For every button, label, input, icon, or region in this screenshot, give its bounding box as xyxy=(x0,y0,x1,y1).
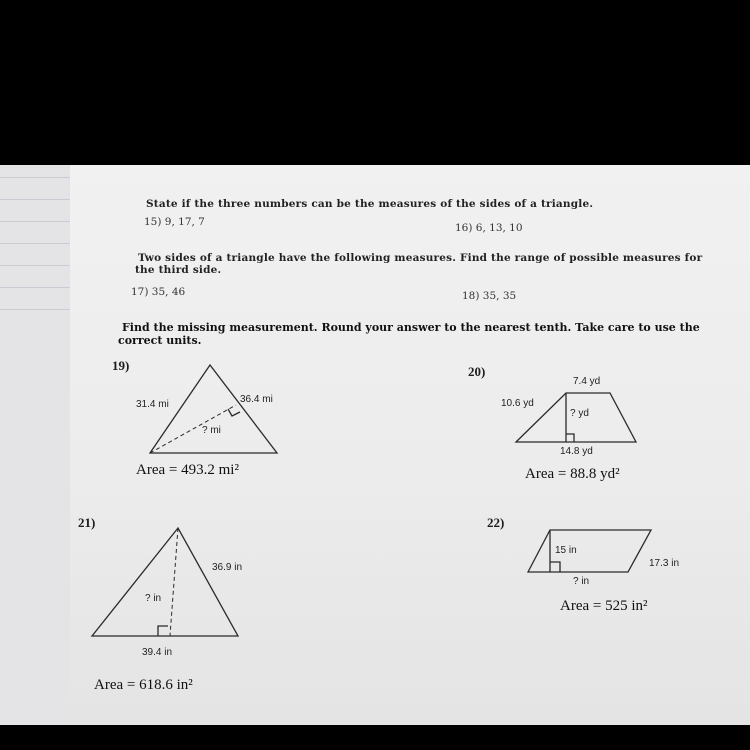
instruction-sides-check: State if the three numbers can be the measures of the sides of a triangle. xyxy=(146,198,594,210)
problem-22-side-label: 17.3 in xyxy=(649,558,680,569)
instruction-missing-line2: correct units. xyxy=(118,334,202,347)
question-16: 16) 6, 13, 10 xyxy=(455,222,523,234)
problem-20-area: Area = 88.8 yd² xyxy=(525,466,620,482)
problem-22-number: 22) xyxy=(487,515,505,530)
right-angle-marker xyxy=(550,562,560,572)
instruction-range-line1: Two sides of a triangle have the following measures. Find the range of possible measures for xyxy=(138,252,703,264)
problem-21-area: Area = 618.6 in² xyxy=(94,677,193,693)
problem-19-number: 19) xyxy=(112,358,130,373)
problem-22-base-label: ? in xyxy=(573,576,590,587)
question-18: 18) 35, 35 xyxy=(462,290,517,302)
problem-22-area: Area = 525 in² xyxy=(560,598,648,614)
problem-20-bottom-label: 14.8 yd xyxy=(560,446,593,457)
problem-19-area: Area = 493.2 mi² xyxy=(136,462,239,478)
instruction-range-line2: the third side. xyxy=(135,264,222,276)
problem-19-side-label-right: 36.4 mi xyxy=(240,394,273,405)
instruction-missing-line1: Find the missing measurement. Round your answer to the nearest tenth. Take care to use the xyxy=(122,321,700,334)
problem-20-left-label: 10.6 yd xyxy=(501,398,534,409)
problem-22-height-label: 15 in xyxy=(555,545,577,556)
problem-21-height-label: ? in xyxy=(145,593,162,604)
problem-21-number: 21) xyxy=(78,515,96,530)
question-15: 15) 9, 17, 7 xyxy=(144,216,205,228)
problem-21-base-label: 39.4 in xyxy=(142,647,173,658)
problem-21-side-label: 36.9 in xyxy=(212,562,243,573)
question-17: 17) 35, 46 xyxy=(131,286,186,298)
problem-19-height-label: ? mi xyxy=(202,425,221,436)
problem-19-side-label-left: 31.4 mi xyxy=(136,399,169,410)
parallelogram-outline xyxy=(528,530,651,572)
problem-20-top-label: 7.4 yd xyxy=(573,376,601,387)
problem-20-number: 20) xyxy=(468,364,486,379)
problem-20-height-label: ? yd xyxy=(570,408,589,419)
